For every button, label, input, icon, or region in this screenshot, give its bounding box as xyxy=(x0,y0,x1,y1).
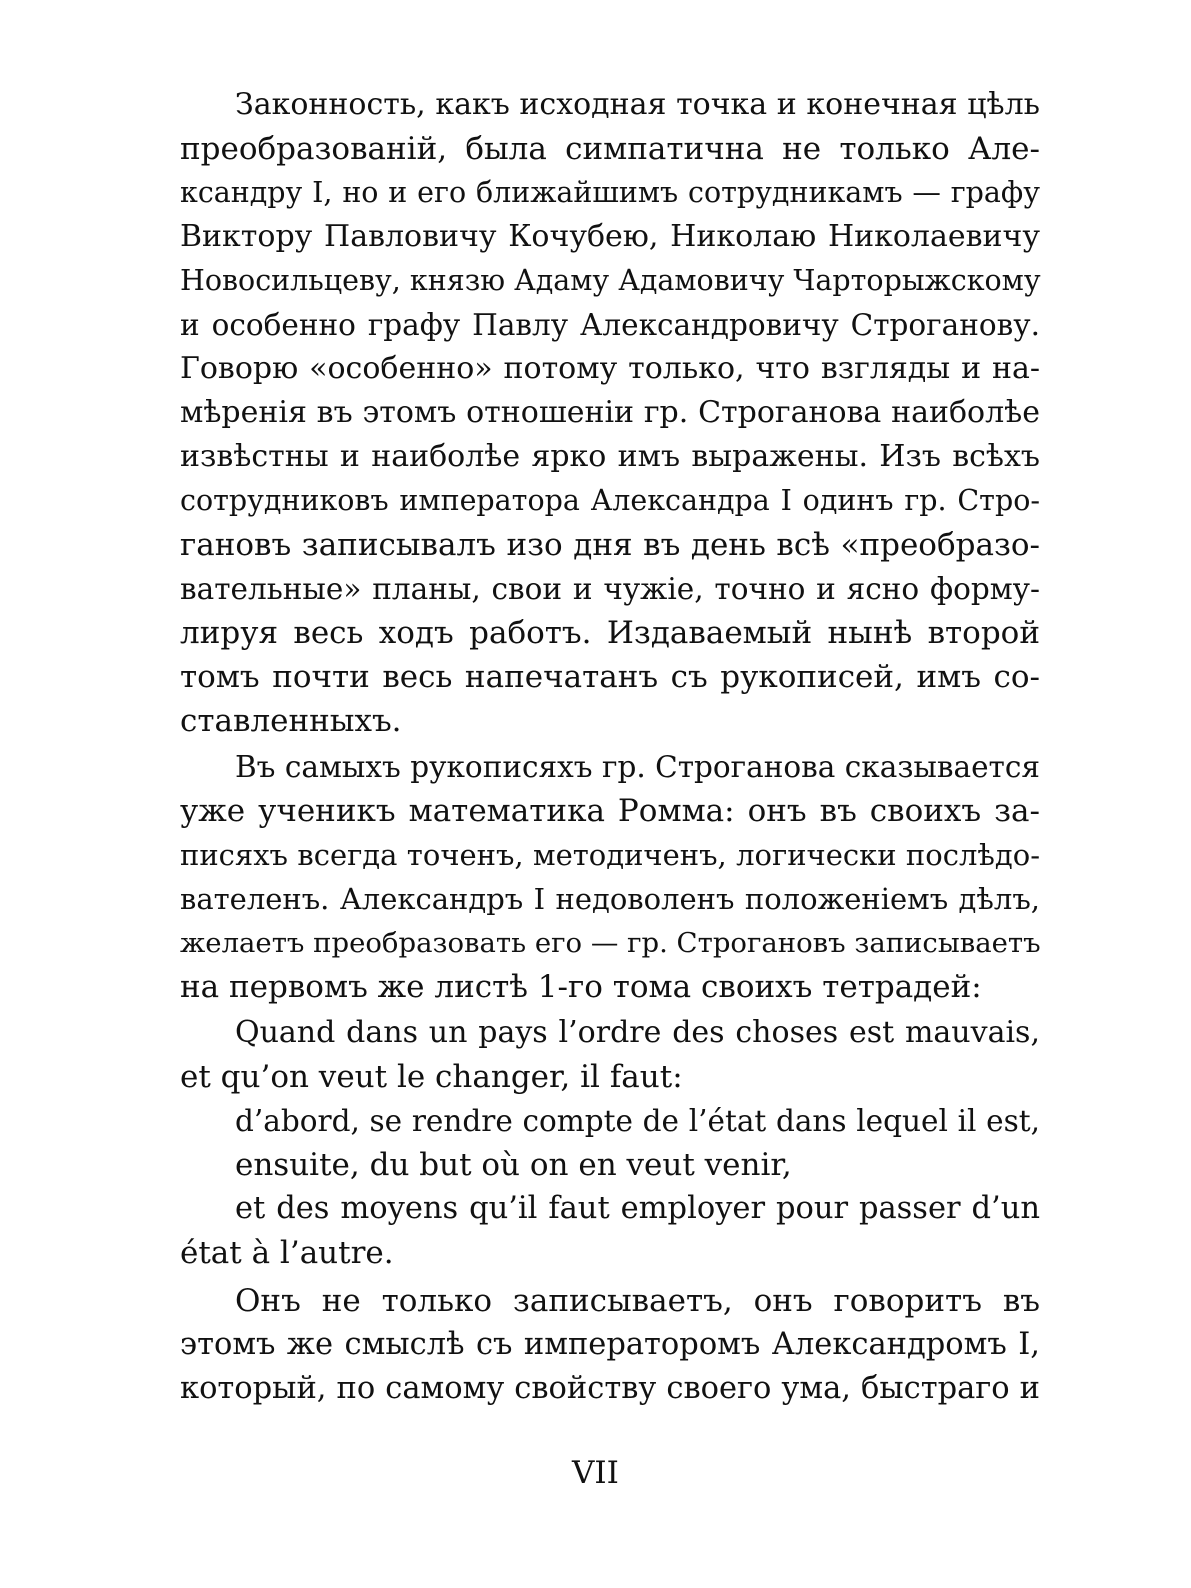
quote-line: état à l’autre. xyxy=(180,1235,394,1271)
quote-line: ensuite, du but où on en veut venir, xyxy=(235,1147,792,1183)
text-line: Онъ не только записываетъ, онъ говоритъ въ xyxy=(235,1283,1040,1319)
text-line: вательные» планы, свои и чужіе, точно и ясно форму- xyxy=(180,572,1040,606)
text-line: желаетъ преобразовать его — гр. Строгановъ записываетъ xyxy=(180,927,1041,959)
text-line: Новосильцеву, князю Адаму Адамовичу Чарторыжскому xyxy=(180,264,1041,297)
text-line: на первомъ же листѣ 1-го тома своихъ тетрадей: xyxy=(180,969,982,1005)
text-line: Виктору Павловичу Кочубею, Николаю Николаевичу xyxy=(180,219,1040,254)
quote-line: d’abord, se rendre compte de l’état dans lequel il est, xyxy=(235,1104,1040,1138)
text-line: ксандру I, но и его ближайшимъ сотрудникамъ — графу xyxy=(180,176,1040,209)
text-line: Законность, какъ исходная точка и конечная цѣль xyxy=(235,87,1040,122)
quote-line: et des moyens qu’il faut employer pour passer d’un xyxy=(235,1191,1040,1226)
quote-line: Quand dans un pays l’ordre des choses est mauvais, xyxy=(235,1015,1040,1050)
quote-line: et qu’on veut le changer, il faut: xyxy=(180,1059,683,1095)
text-line: ставленныхъ. xyxy=(180,703,402,739)
text-line: томъ почти весь напечатанъ съ рукописей, имъ со- xyxy=(180,659,1040,695)
text-line: уже ученикъ математика Ромма: онъ въ своихъ за- xyxy=(180,793,1040,829)
text-line: вателенъ. Александръ I недоволенъ положеніемъ дѣлъ, xyxy=(180,882,1040,916)
text-line: Говорю «особенно» потому только, что взгляды и на- xyxy=(180,351,1040,386)
text-line: который, по самому свойству своего ума, быстраго и xyxy=(180,1371,1040,1406)
text-line: сотрудниковъ императора Александра I одинъ гр. Стро- xyxy=(180,484,1040,517)
text-line: этомъ же смыслѣ съ императоромъ Александромъ I, xyxy=(180,1327,1040,1362)
page-number: VII xyxy=(572,1455,619,1491)
text-line: гановъ записывалъ изо дня въ день всѣ «преобразо- xyxy=(180,527,1040,563)
text-line: извѣстны и наиболѣе ярко имъ выражены. Изъ всѣхъ xyxy=(180,439,1040,474)
text-line: Въ самыхъ рукописяхъ гр. Строганова сказывается xyxy=(235,750,1040,784)
text-line: писяхъ всегда точенъ, методиченъ, логически послѣдо- xyxy=(180,838,1040,872)
text-line: преобразованій, была симпатична не только Але- xyxy=(180,131,1040,167)
text-line: и особенно графу Павлу Александровичу Строганову. xyxy=(180,308,1040,342)
text-line: лируя весь ходъ работъ. Издаваемый нынѣ второй xyxy=(180,615,1040,651)
text-line: мѣренія въ этомъ отношеніи гр. Строганова наиболѣе xyxy=(180,395,1040,430)
